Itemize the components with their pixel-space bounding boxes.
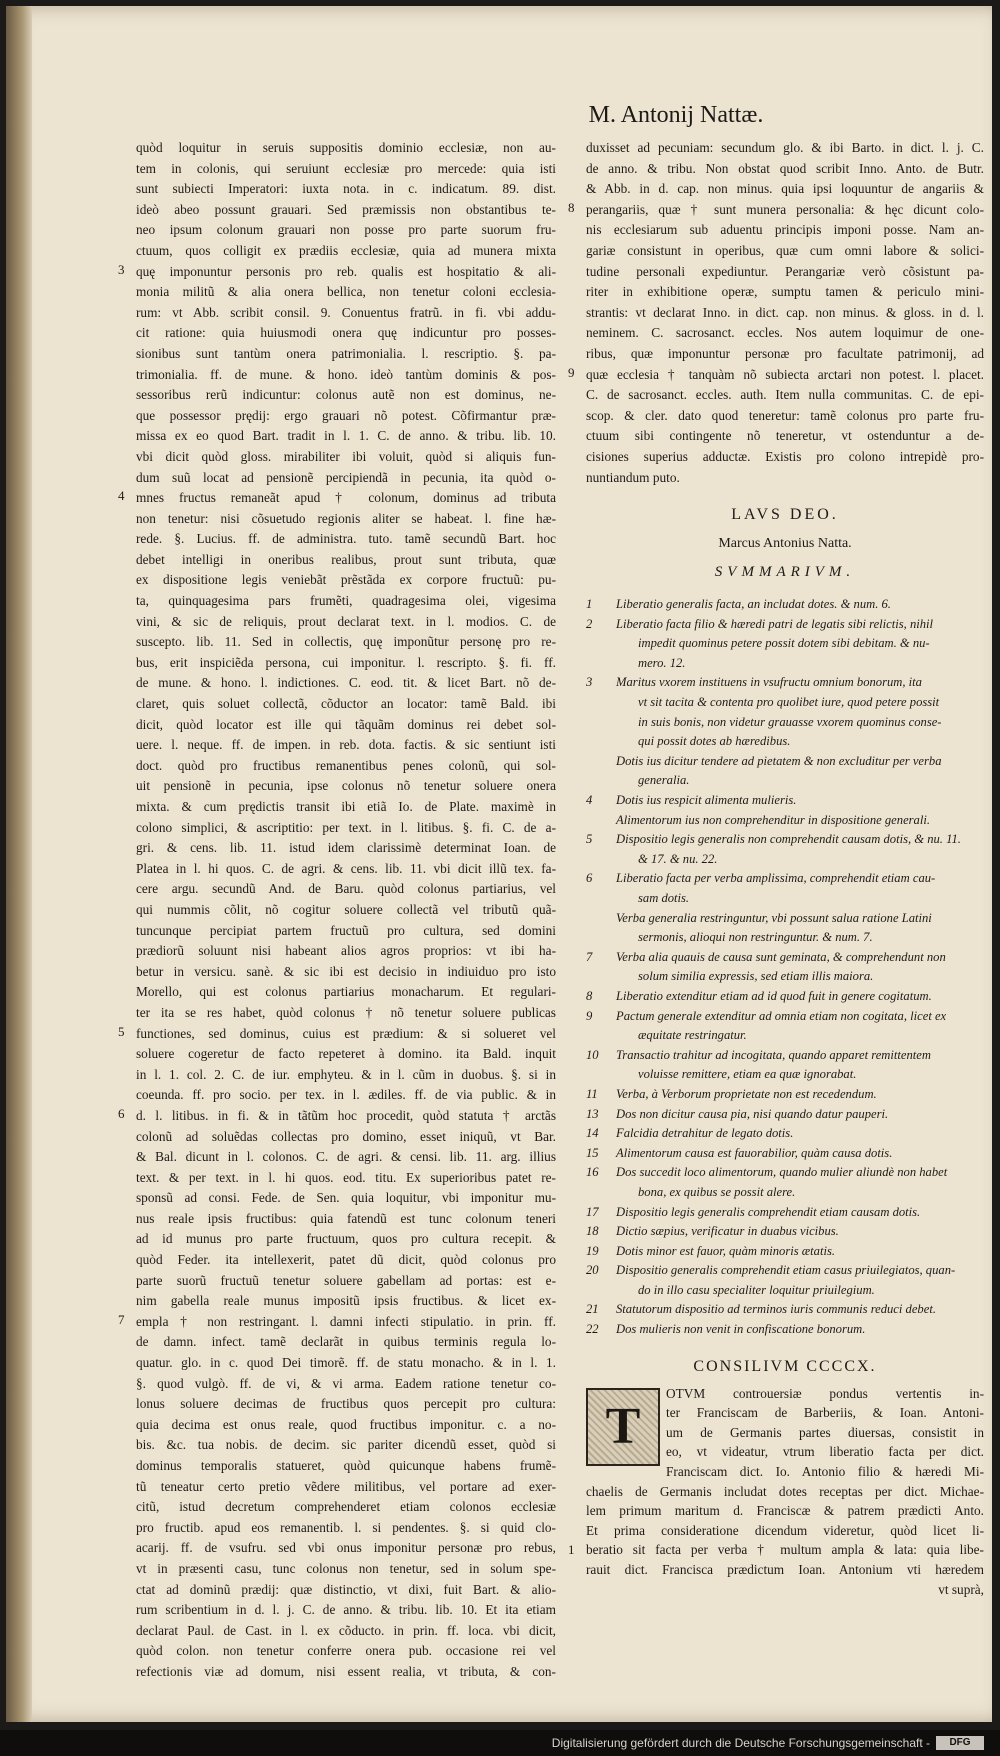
text-line: doct. quòd pro fructibus remanentibus penes colonũ, qui sol- xyxy=(136,757,556,773)
summarium-number: 6 xyxy=(586,871,593,886)
text-line: dicit, quòd locator est ille qui tãquãm dominus rei debet sol- xyxy=(136,716,556,732)
summarium-line: æquitate restringatur. xyxy=(638,1028,747,1043)
consilium-line: chaelis de Germanis includat dotes receptas per dict. Michae- xyxy=(586,1483,984,1499)
summarium-number: 5 xyxy=(586,832,593,847)
summarium-item xyxy=(586,1320,984,1340)
summarium-number: 16 xyxy=(586,1165,599,1180)
footer-credit: Digitalisierung gefördert durch die Deutsche Forschungsgemeinschaft - xyxy=(551,1736,930,1750)
consilium-line: lem primum maritum d. Franciscæ & patrem prædicti Anto. xyxy=(586,1503,984,1519)
summarium-line: vt sit tacita & contenta pro quolibet iure, quod petere possit xyxy=(638,695,940,710)
text-line: tem in colonis, qui seruiunt ecclesiæ pro mercede: quia isti xyxy=(136,160,556,176)
text-line: quę imponuntur personis pro reb. qualis est hospitatio & ali- xyxy=(136,263,556,279)
text-line: rum scribentium in d. l. j. C. de anno. & tribu. lib. 10. Et ita etiam xyxy=(136,1602,556,1618)
text-line: & Bal. dicunt in l. colonos. C. de agri. & censi. lib. 11. arg. illius xyxy=(136,1149,556,1165)
summarium-line: Falcidia detrahitur de legato dotis. xyxy=(616,1126,794,1141)
margin-note-number: 5 xyxy=(118,1023,125,1039)
text-line: vt in præsenti casu, tunc colonus non tenetur, sed in solum spe- xyxy=(136,1560,556,1576)
text-line: empla † non restringant. l. damni infecti stipulatio. in prin. ff. xyxy=(136,1313,556,1329)
summarium-line: Verba, à Verborum proprietate non est recedendum. xyxy=(616,1086,877,1101)
summarium-item xyxy=(586,1124,984,1144)
summarium-line: Alimentorum ius non comprehenditur in dispositione generali. xyxy=(616,812,931,827)
text-line: ad id munus pro parte fructuum, quos pro cultura recepit. & xyxy=(136,1231,556,1247)
summarium-line: Dictio sæpius, verificatur in duabus vicibus. xyxy=(616,1224,839,1239)
author-name: Marcus Antonius Natta. xyxy=(718,536,852,552)
summarium-number: 14 xyxy=(586,1126,599,1141)
summarium-line: Transactio trahitur ad incogitata, quando apparet remittentem xyxy=(616,1047,931,1062)
text-line: citũ, istud decretum comprehenderet etiam colonos ecclesiæ xyxy=(136,1499,556,1515)
right-column xyxy=(568,138,984,1598)
text-line: de anno. & tribu. Non obstat quod scribit Inno. Anto. de Butr. xyxy=(586,160,984,176)
summarium-number: 8 xyxy=(586,988,593,1003)
text-line: sunt subiecti Imperatori: iuxta nota. in c. indicatum. 89. dist. xyxy=(136,181,556,197)
text-line: nuntiandum puto. xyxy=(586,469,680,485)
text-line: tudine personali expediuntur. Perangariæ verò cõsistunt pa- xyxy=(586,263,984,279)
summarium-item xyxy=(586,1203,984,1223)
summarium-line: Verba alia quauis de causa sunt geminata, & comprehendunt non xyxy=(616,949,946,964)
summarium-line: qui possit dotes ab hæredibus. xyxy=(638,734,791,749)
book-page xyxy=(6,6,992,1722)
text-line: non tenetur: nisi cõsuetudo regionis aliter se habeat. l. fine hæ- xyxy=(136,510,556,526)
text-line: coeunda. ff. pro socio. per tex. in l. ædiles. ff. de via public. & in xyxy=(136,1087,556,1103)
summarium-number: 13 xyxy=(586,1106,599,1121)
margin-note-number: 4 xyxy=(118,488,125,504)
summarium-item xyxy=(586,830,984,869)
text-line: que possessor prędij: ergo grauari nõ potest. Cõfirmantur præ- xyxy=(136,407,556,423)
margin-note-number: 6 xyxy=(118,1106,125,1122)
text-line: debet intelligi in oneribus realibus, prout sunt tributa, quæ xyxy=(136,551,556,567)
summarium-item xyxy=(586,1300,984,1320)
digitization-footer xyxy=(0,1730,1000,1756)
consilium-line: beratio sit facta per verba † multum ampla & lata: quia libe- 1 xyxy=(586,1540,984,1560)
text-line: claret, quis soluet collectã, cõductor an locator: tamẽ Bald. ibi xyxy=(136,696,556,712)
text-line: & Abb. in d. cap. non minus. quia ipsi loquuntur de angariis & xyxy=(586,181,984,197)
summarium-line: Liberatio facta filio & hæredi patri de legatis sibi relictis, nihil xyxy=(616,616,934,631)
summarium-item xyxy=(586,1007,984,1046)
text-line: betur in versicu. sanè. & sic ibi est decisio in indiuiduo pro isto xyxy=(136,963,556,979)
summarium-number: 11 xyxy=(586,1086,598,1101)
summarium-line: Maritus vxorem instituens in vsufructu omnium bonorum, ita xyxy=(616,675,922,690)
summarium-item xyxy=(586,1085,984,1105)
text-line: strantis: vt declarat Inno. in dict. cap. non minus. & gloss. in d. l. xyxy=(586,304,984,320)
text-line: vbi dicit quòd gloss. mirabiliter ibi voluit, quòd si aliquis fun- xyxy=(136,448,556,464)
text-line: nus reale ipsis fructibus: quia fatendũ est tunc colonum teneri xyxy=(136,1210,556,1226)
consilium-line: rauit dict. Francisca prædictum Ioan. Antonium vti hæredem xyxy=(586,1562,984,1577)
text-line: ideò abeo possunt grauari. Sed præmissis non obstantibus te- xyxy=(136,201,556,217)
text-line: lonus soluere decimas de fructibus quos percepit pro cultura: xyxy=(136,1396,556,1412)
text-line: colonũ ad soluẽdas collectas pro domino, esset iniquũ, vt Bar. xyxy=(136,1128,556,1144)
text-line: gri. & cens. lib. 11. istud idem clarissimè determinat Ioan. de xyxy=(136,840,556,856)
text-line: gariæ consistunt in operibus, quæ cum omni labore & solici- xyxy=(586,242,984,258)
margin-note-number: 1 xyxy=(568,1542,575,1558)
summarium-item xyxy=(586,673,984,751)
summarium-item xyxy=(586,987,984,1007)
summarium-line: Verba generalia restringuntur, vbi possunt salua ratione Latini xyxy=(616,910,932,925)
summarium-number: 22 xyxy=(586,1322,599,1337)
text-line: mixta. & cum prędictis transit ibi etiã Io. de Plate. maximè in xyxy=(136,799,556,814)
text-line: ter ita se res habet, quòd colonus † nõ tenetur soluere publicas xyxy=(136,1004,556,1020)
summarium-item xyxy=(586,1105,984,1125)
summarium-number: 7 xyxy=(586,949,593,964)
summarium-line: & 17. & nu. 22. xyxy=(638,851,718,866)
margin-note-number: 9 xyxy=(568,364,575,380)
summarium-line: mero. 12. xyxy=(638,655,686,670)
consilium-title: CONSILIVM CCCCX. xyxy=(693,1357,877,1375)
summarium-number: 18 xyxy=(586,1224,599,1239)
summarium-line: impedit quominus petere possit dotem sibi debitam. & nu- xyxy=(638,636,930,651)
text-line: tũ teneatur certo pretio vẽdere militibus, vel portare ad exer- xyxy=(136,1478,556,1494)
summarium-item xyxy=(586,1261,984,1300)
text-line: d. l. litibus. in fi. & in tãtũm hoc procedit, quòd statuta † arctãs xyxy=(136,1107,556,1123)
consilium-line: OTVM controuersiæ pondus vertentis in- xyxy=(666,1385,984,1401)
book-spine xyxy=(6,6,32,1722)
text-line: dum suũ locat ad pensionẽ percipiendã in pecunia, ita quòd o- xyxy=(136,469,556,485)
summarium-line: Dos mulieris non venit in confiscatione bonorum. xyxy=(616,1322,866,1337)
summarium-item xyxy=(586,1144,984,1164)
text-line: pro fructib. apud eos remanentib. l. si pendentes. §. si quid clo- xyxy=(136,1519,556,1535)
dfg-logo: DFG xyxy=(936,1736,984,1750)
summarium-item xyxy=(586,752,984,791)
text-line: bis. &c. tua nobis. de decim. sic pariter dicendũ esset, quòd si xyxy=(136,1437,556,1453)
summarium-number: 4 xyxy=(586,793,593,808)
text-line: rum: vt Abb. scribit consil. 9. Conuentus fratrũ. in fi. vbi addu- xyxy=(136,304,556,320)
text-line: mnes fructus remaneãt apud † colonum, dominus ad tributa xyxy=(136,490,556,506)
text-line: sponsũ ad consi. Fede. de Sen. quia loquitur, vbi imponitur mu- xyxy=(136,1190,556,1206)
text-line: quatur. glo. in c. quod Dei timorẽ. ff. de statu monacho. & in l. 1. xyxy=(136,1355,556,1371)
text-line: bus, erit inspiciẽda persona, cui imponitur. l. rescripto. §. fi. ff. xyxy=(136,654,556,670)
summarium-line: voluisse remittere, etiam ea quæ ignorabat. xyxy=(638,1067,857,1082)
summarium-line: Dotis ius respicit alimenta mulieris. xyxy=(616,793,797,808)
laus-deo: LAVS DEO. xyxy=(731,506,839,524)
text-line: dominus temporalis statueret, quòd quicunque habens frumẽ- xyxy=(136,1458,556,1473)
text-line: acarij. ff. de vsufru. sed vbi onus imponitur personæ pro rebus, xyxy=(136,1540,556,1556)
summarium-line: do in illo casu specialiter loquitur priuilegium. xyxy=(638,1282,875,1297)
summarium-line: Liberatio generalis facta, an includat dotes. & num. 6. xyxy=(616,597,891,612)
text-line: ctuum sibi contingente nõ teneretur, vt ostenduntur a de- xyxy=(586,428,984,444)
summarium-item xyxy=(586,1222,984,1242)
text-line: scop. & cler. dato quod teneretur: tamẽ colonus pro parte fru- xyxy=(586,407,984,423)
summarium-number: 3 xyxy=(586,675,593,690)
text-line: sessoribus rerũ indicuntur: colonus autẽ non est dominus, ne- xyxy=(136,387,556,403)
summarium-line: Dotis ius dicitur tendere ad pietatem & non excluditur per verba xyxy=(616,753,942,768)
summarium-line: Alimentorum causa est fauorabilior, quàm causa dotis. xyxy=(616,1145,893,1160)
text-line: neo ipsum colonum grauari non posse pro parte suorum fru- xyxy=(136,222,556,238)
text-line: uit pensionẽ in pecunia, ipse colonus nõ tenetur soluere onera xyxy=(136,778,556,794)
summarium-item xyxy=(586,869,984,908)
summarium-number: 9 xyxy=(586,1008,593,1023)
summarium-item xyxy=(586,595,984,615)
summarium-line: generalia. xyxy=(638,773,690,788)
consilium-body xyxy=(568,1384,984,1598)
summarium-list xyxy=(586,595,984,1340)
text-line: refectionis viæ ad domum, nisi essent realia, vt tributa, & con- xyxy=(136,1663,556,1679)
text-line: qui nummis cõlit, nõ cogitur soluere collectã vel tributũ quã- xyxy=(136,901,556,917)
text-line: riter in exhibitione operæ, sumptu tamen & periculo mini- xyxy=(586,284,984,300)
summarium-line: solum similia expressis, sed etiam illis maiora. xyxy=(638,969,874,984)
summarium-line: Pactum generale extenditur ad omnia etiam non cogitata, licet ex xyxy=(616,1008,947,1023)
text-line: uere. l. neque. ff. de impen. in reb. dota. factis. & sic sentiunt isti xyxy=(136,737,556,753)
summarium-line: Dotis minor est fauor, quàm minoris ætatis. xyxy=(616,1243,836,1258)
summarium-item xyxy=(586,1046,984,1085)
text-line: rede. §. Lucius. ff. de administra. tuto. tamẽ secundũ Bart. hoc xyxy=(136,531,556,547)
text-line: nis ecclesiarum sub aduentu principis imponi posse. Nam an- xyxy=(586,222,984,238)
text-line: parte suorũ fructuũ tenetur soluere gabellam ad portas: est e- xyxy=(136,1272,556,1288)
text-line: §. quod vulgò. ff. de vi, & vi arma. Eadem ratione tenetur co- xyxy=(136,1375,556,1391)
summarium-title: SVMMARIVM. xyxy=(714,564,856,581)
text-line: quòd Feder. ita intellexerit, patet dũ dicit, quòd colonus pro xyxy=(136,1252,556,1268)
left-column xyxy=(118,138,556,1683)
text-line: de damn. infect. tamẽ declarãt in quibus terminis regula lo- xyxy=(136,1334,556,1350)
text-line: declarat Paul. de Cast. in l. ex cõducto. in prin. ff. loca. vbi dicit, xyxy=(136,1622,556,1638)
summarium-number: 2 xyxy=(586,616,593,631)
text-line: trimonialia. ff. de mune. & hono. ideò tantùm dominis & pos- xyxy=(136,366,556,382)
summarium-line: Dispositio legis generalis comprehendit etiam causam dotis. xyxy=(616,1204,921,1219)
text-line: text. & per text. in l. hi quos. eod. titu. Ex superioribus patet re- xyxy=(136,1169,556,1185)
catchword: vt suprà, xyxy=(938,1581,984,1597)
summarium-number: 10 xyxy=(586,1047,599,1062)
summarium-item xyxy=(586,811,984,831)
summarium-number: 1 xyxy=(586,597,593,612)
text-line: functiones, sed dominus, cuius est prædium: & si solueret vel xyxy=(136,1025,556,1041)
text-line: cit ratione: quia huiusmodi onera quę indicuntur pro posses- xyxy=(136,325,556,341)
margin-note-number: 8 xyxy=(568,199,575,215)
text-line: ctuum, quos colligit ex prædiis ecclesiæ, quia ad munera mixta xyxy=(136,242,556,258)
summarium-number: 21 xyxy=(586,1302,599,1317)
text-line: de mune. & hono. l. indictiones. C. eod. tit. & licet Bart. nõ de- xyxy=(136,675,556,691)
text-line: ribus, quæ imponuntur personæ pro facultate patrimonij, ad xyxy=(586,345,984,361)
summarium-item xyxy=(586,791,984,811)
margin-note-number: 3 xyxy=(118,261,125,277)
text-line: duxisset ad pecuniam: secundum glo. & ibi Barto. in dict. l. j. C. xyxy=(586,140,984,155)
text-line: in l. 1. col. 2. C. de iur. emphyteu. & in l. cũm in duobus. §. si in xyxy=(136,1066,556,1082)
text-line: neminem. C. sacrosanct. eccles. Nos autem loquimur de one- xyxy=(586,325,984,341)
summarium-line: bona, ex quibus se possit alere. xyxy=(638,1184,796,1199)
summarium-line: Dispositio generalis comprehendit etiam casus priuilegiatos, quan- xyxy=(616,1263,956,1278)
text-line: sionibus sunt tantùm onera patrimonialia. l. rescriptio. §. pa- xyxy=(136,345,556,361)
text-line: ctat ad dominũ prædij: quæ distinctio, vt dixi, fuit Bart. & alio- xyxy=(136,1581,556,1597)
text-line: colono simplici, & ascriptitio: per text. in l. litibus. §. fi. C. de a- xyxy=(136,819,556,835)
summarium-item xyxy=(586,1242,984,1262)
summarium-line: Liberatio facta per verba amplissima, comprehendit etiam cau- xyxy=(616,871,936,886)
text-line: tuncunque percipiat partem fructuũ pro cultura, sed domini xyxy=(136,922,556,938)
text-line: nim gabella reale munus impositũ ipsis fructibus. & licet ex- xyxy=(136,1293,556,1309)
summarium-line: Dos succedit loco alimentorum, quando mulier aliundè non habet xyxy=(616,1165,948,1180)
summarium-number: 15 xyxy=(586,1145,599,1160)
consilium-line: um de Germanis partes diuersas, consistit in xyxy=(666,1424,984,1440)
summarium-line: sermonis, alioqui non restringuntur. & num. 7. xyxy=(638,930,873,945)
consilium-text xyxy=(568,1384,984,1580)
text-line: ta, quinquagesima pars frumẽti, quadragesima olei, vigesima xyxy=(136,593,556,609)
text-line: ex dispositione legis veniebãt prẽstãda ex corpore fructuũ: pu- xyxy=(136,572,556,588)
text-line: missa ex eo quod Bart. tradit in l. 1. C. de anno. & tribu. lib. 10. xyxy=(136,428,556,444)
summarium-line: Liberatio extenditur etiam ad id quod fuit in genere cogitatum. xyxy=(616,988,932,1003)
summarium-number: 20 xyxy=(586,1263,599,1278)
right-column-text xyxy=(568,138,984,488)
consilium-line: Franciscam dict. Io. Antonio filio & hæredi Mi- xyxy=(666,1464,984,1480)
text-line: vini, & sic de reliquis, prout declarat text. in l. modios. C. de xyxy=(136,613,556,629)
summarium-line: Statutorum dispositio ad terminos iuris communis reduci debet. xyxy=(616,1302,936,1317)
consilium-line: eo, vt videatur, vtrum liberatio facta per dict. xyxy=(666,1444,984,1460)
margin-note-number: 7 xyxy=(118,1312,125,1328)
text-line: quòd colon. non tenetur conferre onera pub. occasione rei vel xyxy=(136,1643,556,1659)
text-line: cere argu. secundũ And. de Baru. quòd colonus partiarius, vel xyxy=(136,881,556,897)
text-line: monia militũ & alia onera bellica, non tenetur coloni ecclesia- xyxy=(136,284,556,300)
text-line: cisiones superius adductæ. Existis pro colono intrepidè pro- xyxy=(586,448,984,464)
text-line: prædiorũ soluunt nisi habeant alios agros proprios: vt ibi ha- xyxy=(136,943,556,959)
summarium-line: in suis bonis, non videtur grauasse vxorem quominus conse- xyxy=(638,714,942,729)
consilium-line: ter Franciscam de Barberiis, & Ioan. Antoni- xyxy=(666,1405,984,1421)
summarium-line: sam dotis. xyxy=(638,891,690,905)
text-line: quòd loquitur in seruis suppositis dominio ecclesiæ, non au- xyxy=(136,140,556,155)
text-line: soluere cogeretur de facto repeteret à domino. ita Bald. inquit xyxy=(136,1046,556,1062)
text-line: C. de sacrosanct. eccles. auth. Item nulla communitas. C. de epi- xyxy=(586,387,984,403)
text-line: Platea in l. hi quos. C. de agri. & cens. lib. 11. vbi dicit illũ tex. fa- xyxy=(136,860,556,876)
text-line: quæ ecclesia † tanquàm nõ subiecta arctari non potest. l. placet. xyxy=(586,366,984,382)
decorated-initial: T xyxy=(586,1388,660,1466)
summarium-item xyxy=(586,909,984,948)
summarium-number: 17 xyxy=(586,1204,599,1219)
text-line: suscepto. lib. 11. Sed in collectis, quę imponũtur personę pro re- xyxy=(136,634,556,650)
text-line: perangariis, quæ † sunt munera personalia: & hęc dicunt colo- xyxy=(586,201,984,217)
summarium-number: 19 xyxy=(586,1243,599,1258)
summarium-item xyxy=(586,948,984,987)
summarium-line: Dispositio legis generalis non comprehendit causam dotis, & nu. 11. xyxy=(616,832,961,847)
summarium-line: Dos non dicitur causa pia, nisi quando datur pauperi. xyxy=(616,1106,889,1121)
summarium-item xyxy=(586,615,984,674)
running-head: M. Antonij Nattæ. xyxy=(588,102,764,128)
summarium-item xyxy=(586,1163,984,1202)
text-line: quia decima est onus reale, quod fructibus imponitur. c. a no- xyxy=(136,1416,556,1432)
consilium-line: Et prima consideratione dicendum videretur, quòd licet li- xyxy=(586,1522,984,1538)
text-line: Morello, qui est colonus partiarius monacharum. Et regulari- xyxy=(136,984,556,1000)
